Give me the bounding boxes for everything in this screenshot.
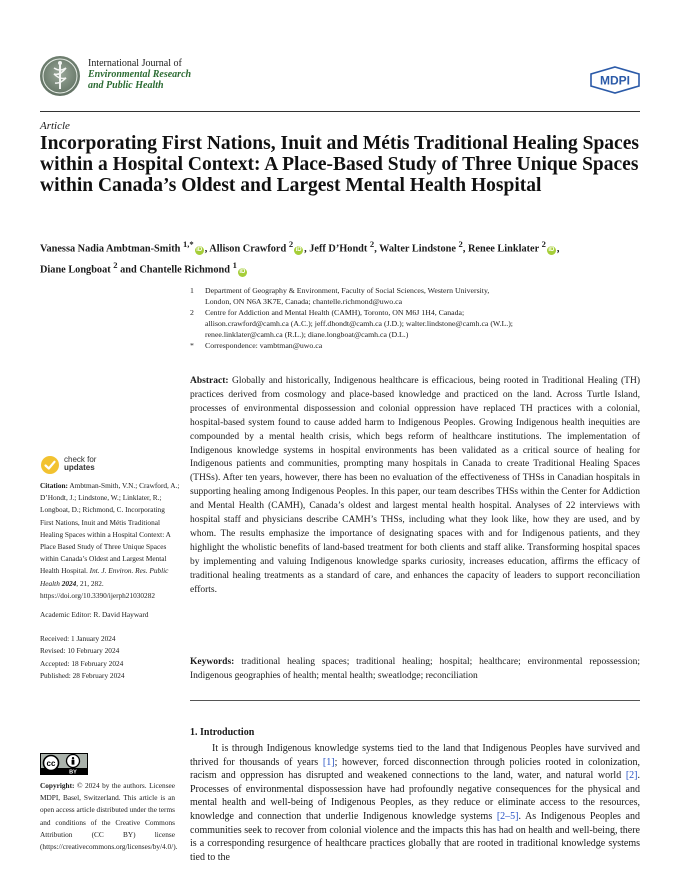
citation-block — [40, 480, 180, 602]
article-info-sidebar — [40, 480, 180, 689]
affiliation-item — [190, 307, 640, 340]
affiliation-line: Department of Geography & Environment, Faculty of Social Sciences, Western University, — [205, 286, 490, 295]
affiliation-mark: 2 — [190, 308, 194, 317]
author-name: Vanessa Nadia Ambtman-Smith — [40, 243, 181, 255]
author-name: Renee Linklater — [467, 243, 539, 255]
author-affil-mark: 2 — [113, 260, 118, 271]
citation-link[interactable]: [2–5] — [496, 810, 519, 822]
citation-year: 2024 — [61, 578, 77, 588]
orcid-icon[interactable]: iD — [196, 247, 203, 254]
keywords-text: traditional healing spaces; traditional healing; hospital; healthcare; environmental repossession; Indigenous geographies of health; mental health; sweatlodge; reconciliation — [190, 657, 640, 681]
abstract-label: Abstract: — [190, 376, 229, 386]
author-affil-mark: 2 — [288, 239, 294, 249]
check-updates-icon — [40, 455, 60, 475]
intro-text: . As Indigenous Peoples and communities seek to recover from colonial violence and the impacts this has had on health and well-being, there is a corresponding resurgence of healthcare practices globally that are rooted in traditional knowledge systems tied to the — [190, 810, 640, 863]
author-affil-mark: 1,* — [182, 239, 194, 249]
abstract-text: Globally and historically, Indigenous healthcare is efficacious, being rooted in Traditional Healing (TH) practices derived from cosmology and place-based knowledge and practiced on the land. Across Turtle Island, processes of environmental dispossession and colonial oppression have replaced TH practices with a colonial, hospital-based system found to cause added harm to Indigenous Peoples. Growing Indigenous health inequities are compounded by a mental health crisis, which begs reform of healthcare institutions. The implementation of Indigenous knowledge systems in hospital environments has been validated as a critical source of healing for Indigenous patients and communities, prompting many hospitals in Canada to create Traditional Healing Spaces (THSs). After ten years, however, there has been no evaluation of the effectiveness of THSs in Canadian hospitals in supporting healing among Indigenous Peoples. In this paper, our team describes THSs within the Center for Addiction and Mental Health (CAMH), Canada’s oldest and largest mental health hospital. Analyses of 22 interviews with hospital staff and physicians describe CAMH’s THSs, including what they look like, how they are used, and by whom. The results emphasize the importance of designating spaces with and for Indigenous patients, and they highlight the wholistic benefits of land-based treatment for both clients and staff alike. Transforming hospital spaces by implementing and valuing Indigenous knowledge sparks curiosity, increases education, affirms the efficacy of traditional healing treatments as a standard of care, and enhances the capacity of leaders to support reconciliation efforts. — [190, 376, 640, 595]
affiliation-line: renee.linklater@camh.ca (R.L.); diane.longboat@camh.ca (D.L.) — [205, 330, 409, 339]
author-name: Chantelle Richmond — [139, 264, 230, 276]
publisher-name: MDPI — [600, 73, 630, 88]
author-name: Jeff D’Hondt — [309, 243, 368, 255]
journal-name-line3: and Public Health — [88, 80, 164, 91]
affiliation-line: allison.crawford@camh.ca (A.C.); jeff.dhondt@camh.ca (J.D.); walter.lindstone@camh.ca (W.L.); — [205, 319, 513, 328]
received-date: Received: 1 January 2024 — [40, 634, 116, 644]
citation-journal: Int. J. Environ. Res. Public Health — [40, 566, 169, 588]
dates-block — [40, 633, 180, 682]
author-name: Allison Crawford — [209, 243, 287, 255]
check-updates-line1: check for — [64, 455, 97, 464]
cc-by-license-icon[interactable] — [40, 753, 88, 775]
affiliations — [190, 285, 640, 351]
journal-logo — [40, 56, 80, 96]
check-updates-label — [64, 456, 96, 472]
cc-by-label: BY — [69, 769, 77, 775]
mdpi-logo — [589, 66, 641, 94]
author-list: Vanessa Nadia Ambtman-Smith $^{1,*}$iD , Allison Crawford $^2$iD , Jeff D’Hondt $^2$, Walter Lindstone $^2$, Renee Linklater $^2$iD , Diane Longboat $^2$ and Chantelle Richmond $^1$iD — [40, 239, 560, 276]
section-heading: 1. Introduction — [190, 727, 255, 738]
affiliation-mark: 1 — [190, 286, 194, 295]
journal-name-line2: Environmental Research — [88, 69, 192, 80]
intro-text: It is through Indigenous knowledge systems tied to the land that Indigenous Peoples have survived and thrived for thousands of years — [190, 743, 640, 768]
citation-link[interactable]: [2] — [625, 770, 638, 782]
citation-label: Citation: — [40, 481, 68, 490]
paper-title: Incorporating First Nations, Inuit and Métis Traditional Healing Spaces within a Hospital Context: A Place-Based Study of Three Unique Spaces within Canada’s Oldest and Largest Mental Health Hospital — [40, 133, 639, 196]
affiliation-line: London, ON N6A 3K7E, Canada; chantelle.richmond@uwo.ca — [205, 297, 403, 306]
published-date: Published: 28 February 2024 — [40, 670, 125, 680]
author-affil-mark: 2 — [541, 239, 546, 249]
author-affil-mark: 1 — [232, 260, 237, 271]
copyright-notice — [40, 780, 178, 853]
orcid-icon[interactable]: iD — [239, 268, 246, 275]
affiliation-mark: * — [190, 341, 194, 350]
author-name: Diane Longboat — [40, 264, 111, 276]
check-for-updates-button[interactable] — [40, 455, 160, 475]
journal-name — [88, 58, 191, 91]
author-name: Walter Lindstone — [379, 243, 456, 255]
citation-volume-doi[interactable]: , 21, 282. https://doi.org/10.3390/ijerph21030282 — [40, 578, 155, 600]
journal-emblem-icon — [40, 56, 80, 96]
keywords — [190, 655, 640, 683]
revised-date: Revised: 10 February 2024 — [40, 646, 120, 656]
copyright-label: Copyright: — [40, 781, 75, 790]
intro-text: ; however, forced disconnection through policies rooted in colonization, racism and oppression has disrupted and weakened connections to the land, water, and natural world — [190, 756, 640, 782]
journal-name-line1: International Journal of — [88, 58, 182, 69]
correspondence-item — [190, 340, 640, 351]
svg-text:cc: cc — [46, 759, 56, 768]
article-type: Article — [40, 120, 70, 132]
header-divider — [40, 111, 640, 112]
intro-text: . Processes of environmental dispossession have had profoundly negative consequences for the physical and mental health and well-being of Indigenous Peoples, as they reduce or eliminate access to the resources, knowledge and connection that underlie Indigenous knowledge systems — [190, 770, 640, 822]
orcid-icon[interactable]: iD — [548, 247, 555, 254]
accepted-date: Accepted: 18 February 2024 — [40, 658, 124, 668]
copyright-text: © 2024 by the authors. Licensee MDPI, Basel, Switzerland. This article is an open access article distributed under the terms and conditions of the Creative Commons Attribution (CC BY) license (https://creativecommons.org/licenses/by/4.0/). — [40, 781, 178, 852]
section-divider — [190, 700, 640, 701]
affiliation-line: Centre for Addiction and Mental Health (CAMH), Toronto, ON M6J 1H4, Canada; — [205, 308, 465, 317]
keywords-label: Keywords: — [190, 657, 235, 667]
orcid-icon[interactable]: iD — [295, 247, 302, 254]
author-affil-mark: 2 — [458, 239, 463, 249]
intro-paragraph — [190, 742, 640, 864]
affiliation-line: Correspondence: vambtman@uwo.ca — [205, 341, 323, 350]
author-affil-mark: 2 — [369, 239, 375, 249]
citation-text: Ambtman-Smith, V.N.; Crawford, A.; D’Hondt, J.; Lindstone, W.; Linklater, R.; Longboat, D.; Richmond, C. Incorporating First Nations, Inuit and Métis Traditional Healing Spaces within a Hospital Context: A Place Based Study of Three Unique Spaces within Canada’s Oldest and Largest Mental Health Hospital. — [40, 481, 180, 576]
abstract — [190, 375, 640, 598]
academic-editor: Academic Editor: R. David Hayward — [40, 610, 149, 620]
citation-link[interactable]: [1] — [322, 756, 335, 768]
affiliation-item — [190, 285, 640, 307]
check-updates-line2: updates — [64, 463, 95, 472]
